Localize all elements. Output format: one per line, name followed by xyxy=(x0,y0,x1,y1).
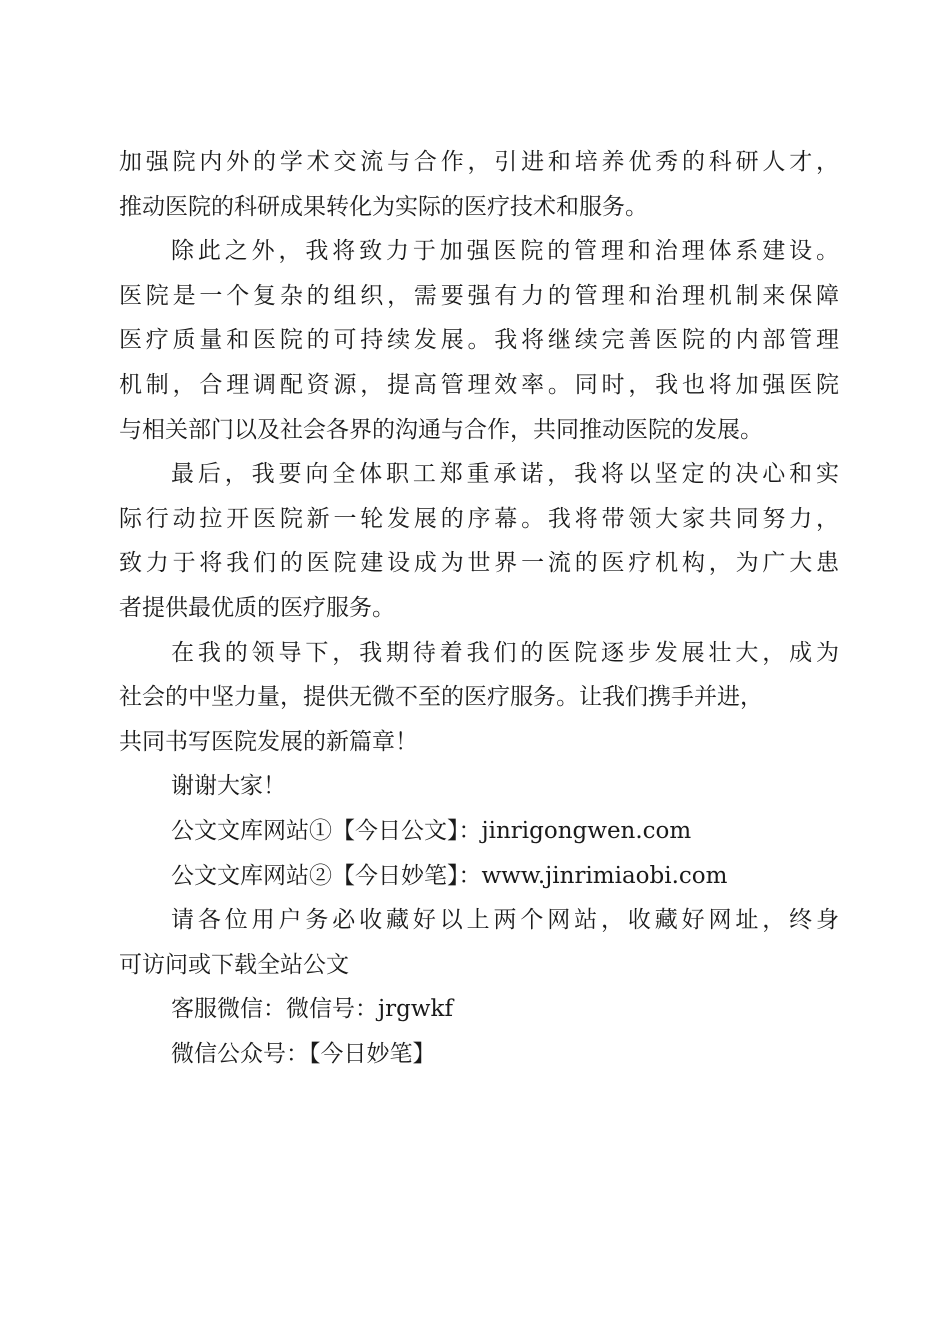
bookmark-notice-line: 请各位用户务必收藏好以上两个网站，收藏好网址，终身 xyxy=(171,907,839,934)
text-line: 致力于将我们的医院建设成为世界一流的医疗机构，为广大患 xyxy=(119,550,839,577)
thanks-line: 谢谢大家！ xyxy=(171,773,286,800)
text-line: 医院是一个复杂的组织，需要强有力的管理和治理机制来保障 xyxy=(119,282,839,309)
document-body xyxy=(119,140,839,1076)
wechat-account-line: 微信公众号：【今日妙笔】 xyxy=(171,1040,436,1067)
text-line: 推动医院的科研成果转化为实际的医疗技术和服务。 xyxy=(119,193,648,220)
text-line: 际行动拉开医院新一轮发展的序幕。我将带领大家共同努力， xyxy=(119,505,839,532)
customer-service-line: 客服微信：微信号：jrgwkf xyxy=(171,996,453,1023)
text-line: 共同书写医院发展的新篇章！ xyxy=(119,728,418,755)
text-line: 社会的中坚力量，提供无微不至的医疗服务。让我们携手并进， xyxy=(119,684,763,711)
website-1-line: 公文文库网站①【今日公文】：jinrigongwen.com xyxy=(171,817,692,844)
paragraph-start-line: 最后，我要向全体职工郑重承诺，我将以坚定的决心和实 xyxy=(171,461,839,488)
paragraph-start-line: 在我的领导下，我期待着我们的医院逐步发展壮大，成为 xyxy=(171,639,839,666)
text-line: 与相关部门以及社会各界的沟通与合作，共同推动医院的发展。 xyxy=(119,416,763,443)
text-line: 机制，合理调配资源，提高管理效率。同时，我也将加强医院 xyxy=(119,371,839,398)
text-line: 者提供最优质的医疗服务。 xyxy=(119,594,395,621)
text-line: 医疗质量和医院的可持续发展。我将继续完善医院的内部管理 xyxy=(119,327,839,354)
text-line: 可访问或下载全站公文 xyxy=(119,951,349,978)
text-line: 加强院内外的学术交流与合作，引进和培养优秀的科研人才， xyxy=(119,149,839,175)
website-2-line: 公文文库网站②【今日妙笔】：www.jinrimiaobi.com xyxy=(171,862,728,889)
paragraph-start-line: 除此之外，我将致力于加强医院的管理和治理体系建设。 xyxy=(171,238,839,265)
